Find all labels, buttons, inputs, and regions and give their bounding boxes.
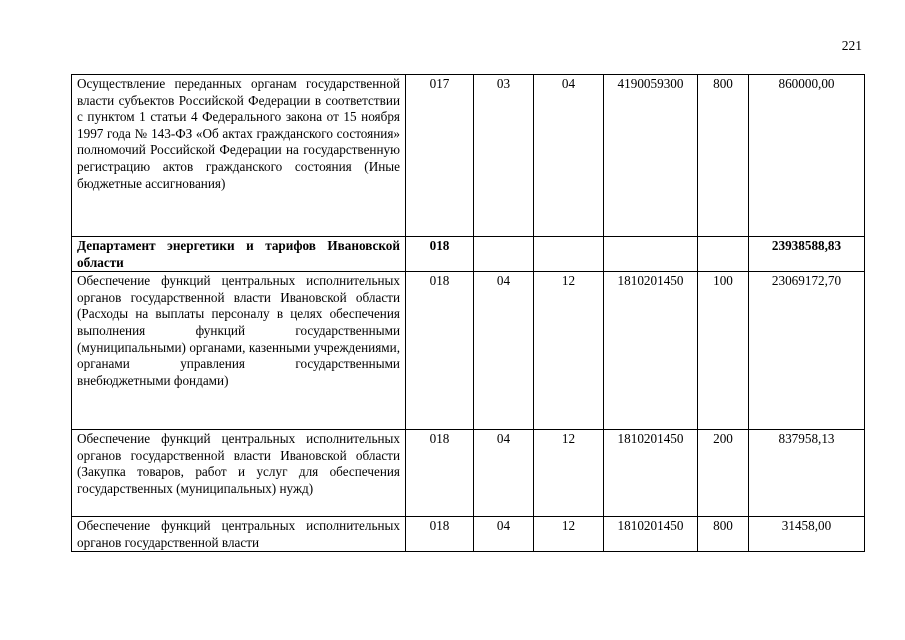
ministry-code: 017 (406, 75, 474, 237)
ministry-code: 018 (406, 430, 474, 517)
table-row (72, 517, 865, 552)
budget-table (71, 74, 865, 552)
target-article-code: 1810201450 (604, 272, 698, 430)
table-row (72, 75, 865, 237)
target-article-code: 4190059300 (604, 75, 698, 237)
row-description: Обеспечение функций центральных исполнительных органов государственной власти Ивановской области (Расходы на выплаты персоналу в целях обеспечения выполнения функций государственными (муниципальными) органами, казенными учреждениями, органами управления государственными внебюджетными фондами) (72, 272, 406, 430)
amount: 23938588,83 (749, 237, 865, 272)
section-code: 04 (474, 430, 534, 517)
expense-type-code: 200 (698, 430, 749, 517)
table-row (72, 430, 865, 517)
subsection-code: 04 (534, 75, 604, 237)
amount: 23069172,70 (749, 272, 865, 430)
target-article-code: 1810201450 (604, 517, 698, 552)
subsection-code (534, 237, 604, 272)
expense-type-code: 800 (698, 75, 749, 237)
ministry-code: 018 (406, 237, 474, 272)
amount: 860000,00 (749, 75, 865, 237)
table-row (72, 237, 865, 272)
ministry-code: 018 (406, 517, 474, 552)
subsection-code: 12 (534, 517, 604, 552)
target-article-code: 1810201450 (604, 430, 698, 517)
section-code: 04 (474, 517, 534, 552)
amount: 837958,13 (749, 430, 865, 517)
subsection-code: 12 (534, 430, 604, 517)
page-number: 221 (841, 38, 862, 53)
expense-type-code: 800 (698, 517, 749, 552)
section-code (474, 237, 534, 272)
section-code: 03 (474, 75, 534, 237)
expense-type-code (698, 237, 749, 272)
row-description: Осуществление переданных органам государственной власти субъектов Российской Федерации в соответствии с пунктом 1 статьи 4 Федерального закона от 15 ноября 1997 года № 143-ФЗ «Об актах гражданского состояния» полномочий Российской Федерации на государственную регистрацию актов гражданского состояния (Иные бюджетные ассигнования) (72, 75, 406, 237)
subsection-code: 12 (534, 272, 604, 430)
row-description: Департамент энергетики и тарифов Ивановской области (72, 237, 406, 272)
row-description: Обеспечение функций центральных исполнительных органов государственной власти Ивановской области (Закупка товаров, работ и услуг для обеспечения государственных (муниципальных) нужд) (72, 430, 406, 517)
table-row (72, 272, 865, 430)
row-description: Обеспечение функций центральных исполнительных органов государственной власти (72, 517, 406, 552)
amount: 31458,00 (749, 517, 865, 552)
ministry-code: 018 (406, 272, 474, 430)
expense-type-code: 100 (698, 272, 749, 430)
target-article-code (604, 237, 698, 272)
section-code: 04 (474, 272, 534, 430)
